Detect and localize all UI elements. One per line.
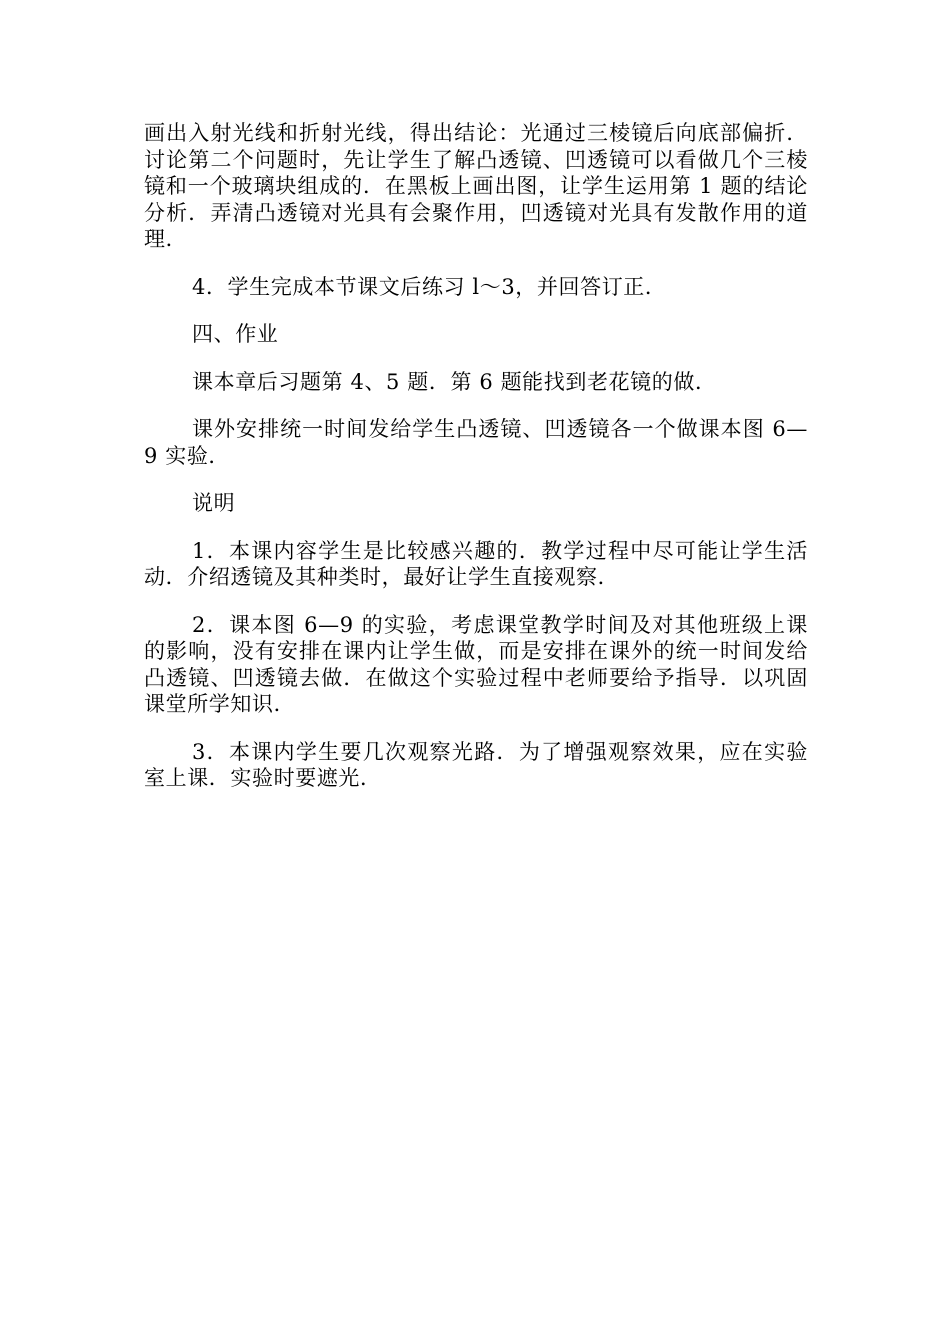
paragraph-note-2: 2．课本图 6—9 的实验，考虑课堂教学时间及对其他班级上课的影响，没有安排在课内让学生做，而是安排在课外的统一时间发给凸透镜、凹透镜去做．在做这个实验过程中老师要给予指导．以巩固课堂所学知识．: [144, 612, 808, 716]
paragraph-note-1: 1．本课内容学生是比较感兴趣的．教学过程中尽可能让学生活动．介绍透镜及其种类时，最好让学生直接观察．: [144, 538, 808, 589]
document-page: [144, 120, 808, 813]
section-heading-homework: 四、作业: [192, 322, 279, 346]
paragraph-note-3: 3．本课内学生要几次观察光路．为了增强观察效果，应在实验室上课．实验时要遮光．: [144, 739, 808, 790]
paragraph-step-4: 4．学生完成本节课文后练习 l～3，并回答订正．: [192, 274, 667, 299]
paragraph-homework-2: 课外安排统一时间发给学生凸透镜、凹透镜各一个做课本图 6—9 实验．: [144, 417, 808, 468]
section-heading-notes: 说明: [192, 491, 236, 515]
paragraph-homework-1: 课本章后习题第 4、5 题．第 6 题能找到老花镜的做．: [192, 369, 717, 394]
paragraph-continuation: 画出入射光线和折射光线，得出结论：光通过三棱镜后向底部偏折．讨论第二个问题时，先让学生了解凸透镜、凹透镜可以看做几个三棱镜和一个玻璃块组成的．在黑板上画出图，让学生运用第 1 题的结论分析．弄清凸透镜对光具有会聚作用，凹透镜对光具有发散作用的道理．: [144, 121, 808, 251]
